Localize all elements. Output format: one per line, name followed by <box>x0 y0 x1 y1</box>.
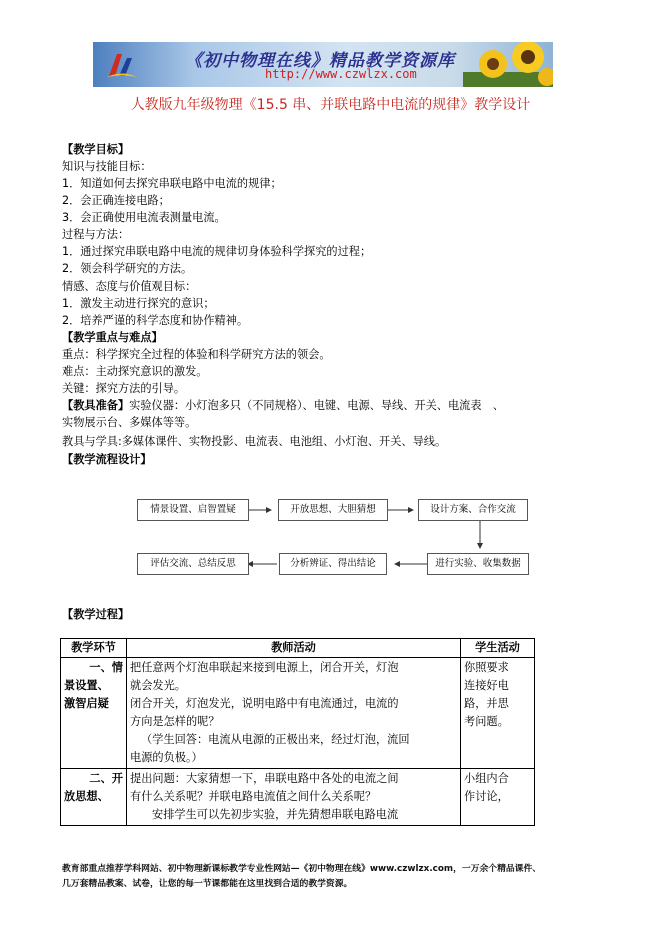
student-activity-cell <box>461 769 535 826</box>
objective-item: 2．培养严谨的科学态度和协作精神。 <box>62 314 249 327</box>
student-text: 小组内合 <box>464 772 509 785</box>
process-heading: 【教学过程】 <box>62 608 130 621</box>
student-text: 路，并思 <box>464 697 509 710</box>
header-teacher: 教师活动 <box>127 639 461 658</box>
flow-step-5: 分析辨证、得出结论 <box>279 553 387 575</box>
student-text: 考问题。 <box>464 715 509 728</box>
equipment-text: 实验仪器：小灯泡多只（不同规格）、电键、电源、导线、开关、电流表 、 <box>129 399 504 412</box>
flow-step-1: 情景设置、启智置疑 <box>137 499 249 521</box>
flow-step-4: 进行实验、收集数据 <box>427 553 529 575</box>
stage-label: 景设置、 <box>64 679 109 692</box>
table-header-row <box>61 639 535 658</box>
teacher-text: 就会发光。 <box>130 679 186 692</box>
site-banner <box>93 42 553 87</box>
key-point-item: 关键：探究方法的引导。 <box>62 382 186 395</box>
teacher-activity-cell <box>127 658 461 769</box>
stage-cell <box>61 769 127 826</box>
objective-item: 2．会正确连接电路； <box>62 194 170 207</box>
student-text: 你照要求 <box>464 661 509 674</box>
teaching-process-table <box>60 638 535 826</box>
footer-line: 教育部重点推荐学科网站、初中物理新课标教学专业性网站—《初中物理在线》www.czwlzx.com，一万余个精品课件、 <box>62 864 542 874</box>
sunflower-image <box>463 42 553 87</box>
header-student: 学生活动 <box>461 639 535 658</box>
page-footer <box>62 862 541 892</box>
objective-item: 3．会正确使用电流表测量电流。 <box>62 211 226 224</box>
stage-label: 二、开 <box>89 772 123 785</box>
process-method-heading: 过程与方法： <box>62 228 130 241</box>
teacher-text: 安排学生可以先初步实验，并先猜想串联电路电流 <box>152 808 399 821</box>
site-logo-icon <box>105 48 139 80</box>
footer-line: 几万套精品教案、试卷，让您的每一节课都能在这里找到合适的教学资源。 <box>62 879 353 889</box>
student-text: 作讨论， <box>464 790 509 803</box>
teacher-text: 电源的负极。） <box>130 751 203 764</box>
key-point-item: 重点：科学探究全过程的体验和科学研究方法的领会。 <box>62 348 331 361</box>
student-text: 连接好电 <box>464 679 509 692</box>
teacher-activity-cell <box>127 769 461 826</box>
key-points-heading: 【教学重点与难点】 <box>62 331 163 344</box>
stage-label: 放思想、 <box>64 790 109 803</box>
stage-label: 激智启疑 <box>64 697 109 710</box>
equipment-heading: 【教具准备】 <box>62 399 130 412</box>
equipment-line-cont: 实物展示台、多媒体等等。 <box>62 416 197 429</box>
stage-cell <box>61 658 127 769</box>
objective-item: 1．激发主动进行探究的意识； <box>62 297 215 310</box>
teacher-text: （学生回答：电流从电源的正极出来，经过灯泡，流回 <box>141 733 410 746</box>
teacher-text: 闭合开关，灯泡发光，说明电路中有电流通过，电流的 <box>130 697 399 710</box>
document-title: 人教版九年级物理《15.5 串、并联电路中电流的规律》教学设计 <box>130 97 531 113</box>
banner-title: 《初中物理在线》精品教学资源库 <box>185 51 455 71</box>
teacher-text: 把任意两个灯泡串联起来接到电源上，闭合开关，灯泡 <box>130 661 399 674</box>
table-row <box>61 769 535 826</box>
knowledge-skills-heading: 知识与技能目标： <box>62 160 152 173</box>
banner-url[interactable]: http://www.czwlzx.com <box>265 67 417 81</box>
student-activity-cell <box>461 658 535 769</box>
teaching-aids-line: 教具与学具:多媒体课件、实物投影、电流表、电池组、小灯泡、开关、导线。 <box>62 435 447 448</box>
flow-step-6: 评估交流、总结反思 <box>137 553 249 575</box>
header-stage: 教学环节 <box>61 639 127 658</box>
objectives-heading: 【教学目标】 <box>62 143 130 156</box>
objective-item: 2．领会科学研究的方法。 <box>62 262 193 275</box>
flow-step-2: 开放思想、大胆猜想 <box>278 499 388 521</box>
attitude-heading: 情感、态度与价值观目标： <box>62 280 197 293</box>
objective-item: 1．知道如何去探究串联电路中电流的规律； <box>62 177 282 190</box>
objective-item: 1．通过探究串联电路中电流的规律切身体验科学探究的过程； <box>62 245 372 258</box>
key-point-item: 难点：主动探究意识的激发。 <box>62 365 208 378</box>
teacher-text: 有什么关系呢？并联电路电流值之间什么关系呢？ <box>130 790 377 803</box>
teacher-text: 提出问题：大家猜想一下，串联电路中各处的电流之间 <box>130 772 399 785</box>
teacher-text: 方向是怎样的呢？ <box>130 715 220 728</box>
flow-step-3: 设计方案、合作交流 <box>418 499 528 521</box>
flow-design-heading: 【教学流程设计】 <box>62 453 152 466</box>
table-row <box>61 658 535 769</box>
equipment-line <box>62 397 504 414</box>
stage-label: 一、情 <box>89 661 123 674</box>
